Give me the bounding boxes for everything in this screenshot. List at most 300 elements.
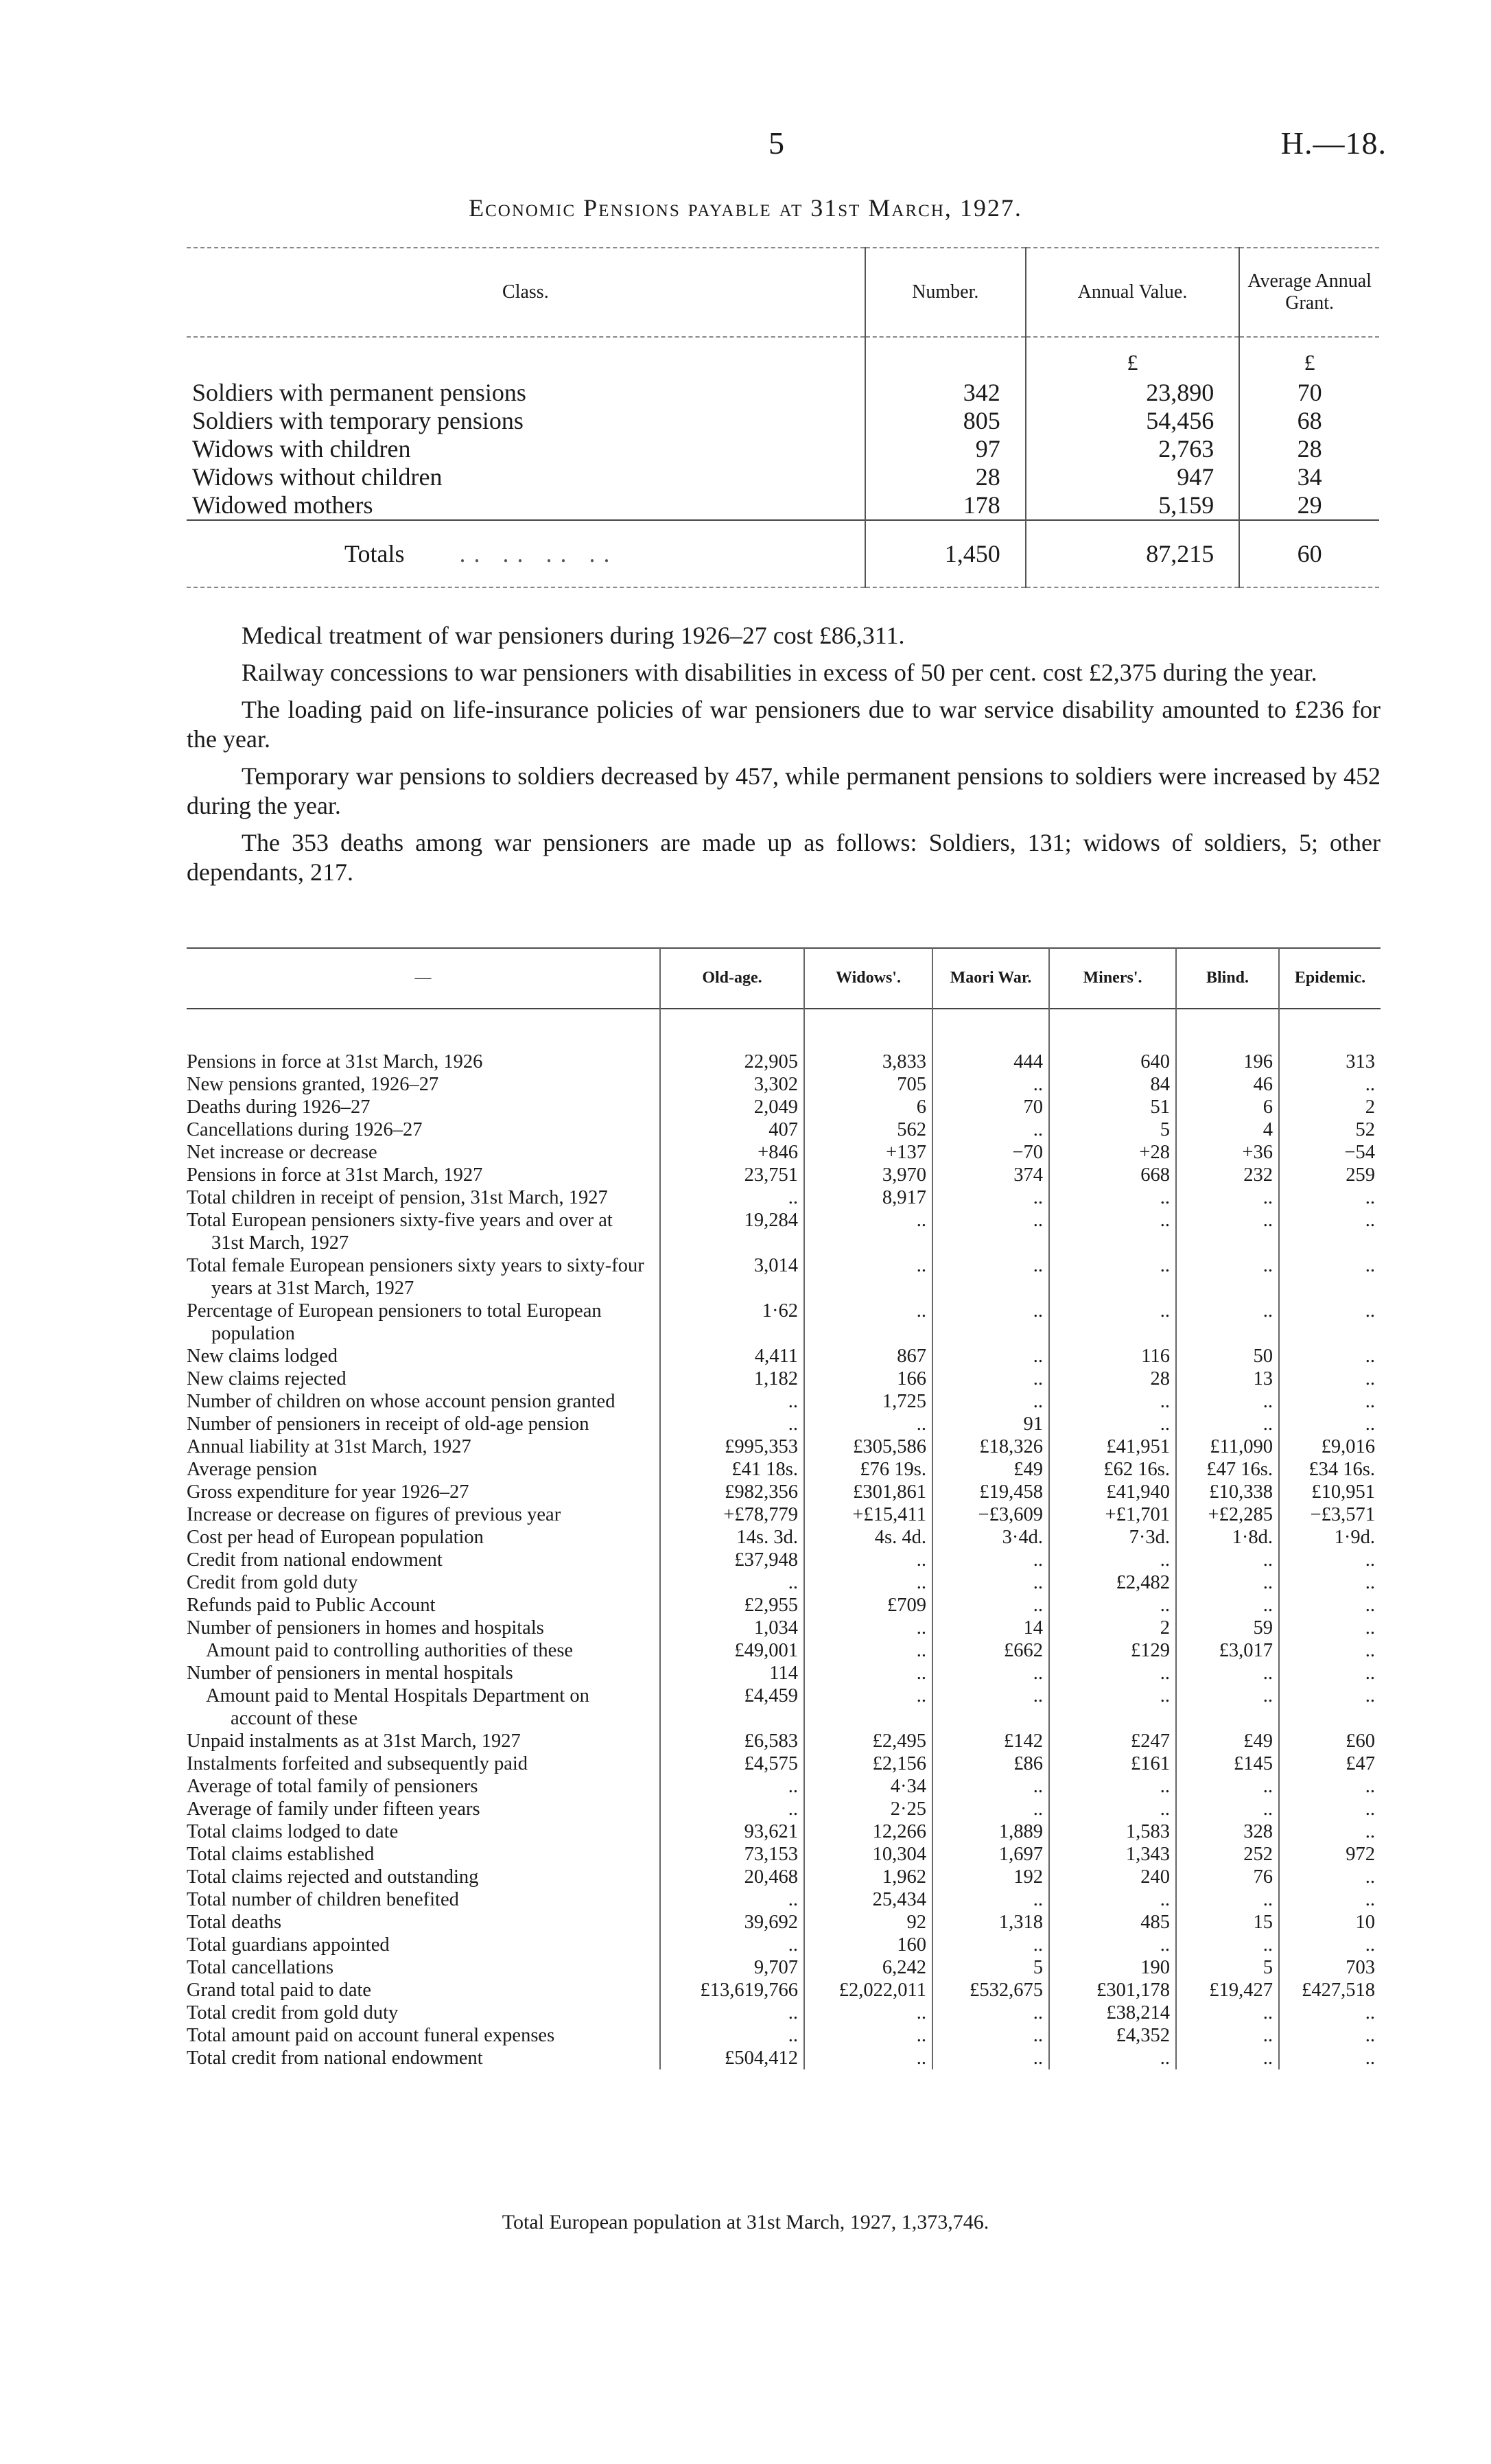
cell-value: .. <box>1049 1390 1176 1413</box>
cell-value: £532,675 <box>932 1979 1049 2002</box>
cell-value: £49 <box>1176 1730 1279 1752</box>
table-row <box>187 1866 1381 1888</box>
cell-value: 1,034 <box>660 1617 804 1639</box>
cell-value: −£3,609 <box>932 1503 1049 1526</box>
row-label: Total female European pensioners sixty years to sixty-four years at 31st March, 1927 <box>187 1254 644 1299</box>
cell-value: 59 <box>1176 1617 1279 1639</box>
totals-annual-value: 87,215 <box>1026 520 1240 587</box>
cell-value: .. <box>804 1571 932 1594</box>
cell-value: £301,861 <box>804 1481 932 1503</box>
table-row <box>187 1435 1381 1458</box>
row-label: Instalments forfeited and subsequently paid <box>187 1752 528 1774</box>
pensions-summary-table <box>187 947 1381 2069</box>
cell-value: £4,575 <box>660 1752 804 1775</box>
cell-value: £2,495 <box>804 1730 932 1752</box>
cell-value: 12,266 <box>804 1820 932 1843</box>
cell-value: −£3,571 <box>1279 1503 1381 1526</box>
cell-value: .. <box>1279 1775 1381 1798</box>
table-row <box>187 1798 1381 1820</box>
cell-value: £2,482 <box>1049 1571 1176 1594</box>
cell-value: .. <box>660 1413 804 1435</box>
cell-value: .. <box>1279 1073 1381 1096</box>
cell-value: .. <box>932 1888 1049 1911</box>
table-row <box>187 1934 1381 1956</box>
cell-number: 97 <box>865 435 1026 463</box>
cell-number: 178 <box>865 491 1026 520</box>
cell-value: £34 16s. <box>1279 1458 1381 1481</box>
cell-value: .. <box>660 1571 804 1594</box>
cell-value: .. <box>1049 1685 1176 1730</box>
cell-value: +28 <box>1049 1141 1176 1164</box>
cell-value: .. <box>932 1073 1049 1096</box>
cell-value: 444 <box>932 1051 1049 1073</box>
cell-value: £427,518 <box>1279 1979 1381 2002</box>
table-row <box>187 1730 1381 1752</box>
cell-value: 328 <box>1176 1820 1279 1843</box>
cell-value: £662 <box>932 1639 1049 1662</box>
cell-value: £504,412 <box>660 2047 804 2069</box>
cell-value: 10,304 <box>804 1843 932 1866</box>
table-row <box>187 1118 1381 1141</box>
cell-value: £4,459 <box>660 1685 804 1730</box>
table-row <box>187 1503 1381 1526</box>
cell-value: .. <box>660 2002 804 2024</box>
row-label: Total guardians appointed <box>187 1934 390 1956</box>
row-label: Cost per head of European population <box>187 1526 484 1548</box>
cell-value: .. <box>804 2047 932 2069</box>
paragraph: Temporary war pensions to soldiers decreased by 457, while permanent pensions to soldiers were increased by 452 during the year. <box>187 762 1381 819</box>
row-label: Average of total family of pensioners <box>187 1775 478 1797</box>
cell-value: .. <box>1176 2047 1279 2069</box>
row-label: Amount paid to Mental Hospitals Department on account of these <box>206 1685 589 1729</box>
cell-value: £709 <box>804 1594 932 1617</box>
cell-value: .. <box>1176 1775 1279 1798</box>
cell-value: 1,583 <box>1049 1820 1176 1843</box>
row-label: Amount paid to controlling authorities of these <box>206 1639 574 1661</box>
cell-value: .. <box>1279 2047 1381 2069</box>
table-row <box>187 2024 1381 2047</box>
cell-value: 703 <box>1279 1956 1381 1979</box>
cell-value: 2·25 <box>804 1798 932 1820</box>
spacer-row <box>187 1009 1381 1051</box>
cell-value: 3,833 <box>804 1051 932 1073</box>
cell-value: .. <box>1176 1888 1279 1911</box>
cell-value: .. <box>1279 1390 1381 1413</box>
cell-number: 342 <box>865 379 1026 407</box>
cell-value: £2,955 <box>660 1594 804 1617</box>
row-label: Total claims established <box>187 1843 375 1865</box>
cell-value: 14 <box>932 1617 1049 1639</box>
cell-annual-value: 2,763 <box>1026 435 1240 463</box>
cell-value: .. <box>660 1186 804 1209</box>
cell-value: £305,586 <box>804 1435 932 1458</box>
cell-value: 4·34 <box>804 1775 932 1798</box>
cell-average: 29 <box>1239 491 1379 520</box>
cell-number: 28 <box>865 463 1026 491</box>
cell-value: 240 <box>1049 1866 1176 1888</box>
cell-value: .. <box>1176 1186 1279 1209</box>
table-row <box>187 435 1379 463</box>
row-label: Unpaid instalments as at 31st March, 1927 <box>187 1730 521 1752</box>
cell-value: .. <box>1279 1617 1381 1639</box>
cell-value: £161 <box>1049 1752 1176 1775</box>
cell-value: .. <box>1176 2024 1279 2047</box>
cell-value: .. <box>660 2024 804 2047</box>
cell-value: 3,302 <box>660 1073 804 1096</box>
column-header-number: Number. <box>865 248 1026 337</box>
row-label: Average pension <box>187 1458 318 1480</box>
cell-value: +£78,779 <box>660 1503 804 1526</box>
cell-value: .. <box>932 1209 1049 1254</box>
table-header-row <box>187 948 1381 1009</box>
cell-value: 3·4d. <box>932 1526 1049 1549</box>
cell-value: .. <box>932 1368 1049 1390</box>
cell-value: .. <box>1176 1934 1279 1956</box>
cell-value: 76 <box>1176 1866 1279 1888</box>
cell-value: 1,889 <box>932 1820 1049 1843</box>
row-label: Number of pensioners in homes and hospitals <box>187 1617 544 1639</box>
cell-value: £19,458 <box>932 1481 1049 1503</box>
cell-value: .. <box>1049 1186 1176 1209</box>
cell-value: .. <box>660 1390 804 1413</box>
cell-value: .. <box>804 1685 932 1730</box>
cell-label: Widows with children <box>192 435 411 462</box>
cell-value: .. <box>804 1549 932 1571</box>
cell-value: £2,156 <box>804 1752 932 1775</box>
cell-value: 1,962 <box>804 1866 932 1888</box>
cell-value: +846 <box>660 1141 804 1164</box>
cell-annual-value: 5,159 <box>1026 491 1240 520</box>
table-row <box>187 379 1379 407</box>
cell-value: 313 <box>1279 1051 1381 1073</box>
cell-value: £13,619,766 <box>660 1979 804 2002</box>
cell-value: £76 19s. <box>804 1458 932 1481</box>
row-label: Total claims rejected and outstanding <box>187 1866 479 1888</box>
row-label: Number of pensioners in receipt of old-age pension <box>187 1413 589 1435</box>
column-header-average-grant: Average Annual Grant. <box>1239 248 1379 337</box>
table-row <box>187 1843 1381 1866</box>
cell-value: .. <box>1279 1662 1381 1685</box>
cell-value: .. <box>1279 1549 1381 1571</box>
page-number: 5 <box>768 126 784 161</box>
cell-value: £247 <box>1049 1730 1176 1752</box>
cell-value: .. <box>1176 1549 1279 1571</box>
unit-average-grant: £ <box>1239 337 1379 379</box>
cell-value: £995,353 <box>660 1435 804 1458</box>
cell-value: 9,707 <box>660 1956 804 1979</box>
totals-number: 1,450 <box>865 520 1026 587</box>
cell-value: .. <box>1049 1934 1176 1956</box>
cell-label: Soldiers with permanent pensions <box>192 379 526 406</box>
cell-value: £41 18s. <box>660 1458 804 1481</box>
cell-value: .. <box>1176 1390 1279 1413</box>
row-label: Cancellations during 1926–27 <box>187 1118 423 1140</box>
cell-average: 70 <box>1239 379 1379 407</box>
cell-value: .. <box>1049 1300 1176 1345</box>
cell-value: 5 <box>1049 1118 1176 1141</box>
cell-value: .. <box>1049 1413 1176 1435</box>
cell-value: 2 <box>1049 1617 1176 1639</box>
cell-value: .. <box>932 1662 1049 1685</box>
cell-value: 160 <box>804 1934 932 1956</box>
row-label: Total cancellations <box>187 1956 334 1978</box>
cell-value: 668 <box>1049 1164 1176 1186</box>
cell-value: £6,583 <box>660 1730 804 1752</box>
cell-value: 232 <box>1176 1164 1279 1186</box>
table-row <box>187 1141 1381 1164</box>
cell-value: .. <box>932 1934 1049 1956</box>
cell-value: .. <box>1279 1798 1381 1820</box>
row-label: Refunds paid to Public Account <box>187 1594 436 1616</box>
cell-value: .. <box>932 1300 1049 1345</box>
cell-value: .. <box>1279 1594 1381 1617</box>
cell-value: .. <box>1279 1685 1381 1730</box>
totals-label: Totals <box>344 540 405 567</box>
cell-value: .. <box>1279 1820 1381 1843</box>
cell-value: 5 <box>1176 1956 1279 1979</box>
cell-value: 1,697 <box>932 1843 1049 1866</box>
cell-value: £49,001 <box>660 1639 804 1662</box>
cell-value: 640 <box>1049 1051 1176 1073</box>
cell-value: 166 <box>804 1368 932 1390</box>
cell-value: +£15,411 <box>804 1503 932 1526</box>
table-row <box>187 1300 1381 1345</box>
table-row <box>187 407 1379 435</box>
cell-value: 2,049 <box>660 1096 804 1118</box>
cell-value: .. <box>932 1571 1049 1594</box>
cell-value: .. <box>1049 1798 1176 1820</box>
table-row <box>187 1481 1381 1503</box>
cell-value: £62 16s. <box>1049 1458 1176 1481</box>
row-label: Number of children on whose account pension granted <box>187 1390 615 1412</box>
units-row <box>187 337 1379 379</box>
cell-value: 190 <box>1049 1956 1176 1979</box>
unit-annual-value: £ <box>1026 337 1240 379</box>
cell-value: .. <box>1049 2047 1176 2069</box>
cell-value: 6 <box>1176 1096 1279 1118</box>
table-row <box>187 1526 1381 1549</box>
totals-average: 60 <box>1239 520 1379 587</box>
column-header-miners: Miners'. <box>1049 948 1176 1009</box>
cell-value: 6,242 <box>804 1956 932 1979</box>
table-row <box>187 1368 1381 1390</box>
cell-value: .. <box>932 1345 1049 1368</box>
table-row <box>187 1956 1381 1979</box>
paragraph: The 353 deaths among war pensioners are made up as follows: Soldiers, 131; widows of soldiers, 5; other dependants, 217. <box>187 829 1381 886</box>
cell-value: 10 <box>1279 1911 1381 1934</box>
cell-value: 13 <box>1176 1368 1279 1390</box>
cell-value: .. <box>1176 1662 1279 1685</box>
cell-value: 8,917 <box>804 1186 932 1209</box>
document-reference: H.—18. <box>1280 126 1387 161</box>
cell-value: .. <box>932 2047 1049 2069</box>
column-header-maori-war: Maori War. <box>932 948 1049 1009</box>
cell-value: +36 <box>1176 1141 1279 1164</box>
column-header-epidemic: Epidemic. <box>1279 948 1381 1009</box>
cell-value: .. <box>1279 1888 1381 1911</box>
cell-value: 91 <box>932 1413 1049 1435</box>
cell-value: 50 <box>1176 1345 1279 1368</box>
cell-value: .. <box>1279 2024 1381 2047</box>
cell-value: 4 <box>1176 1118 1279 1141</box>
cell-value: .. <box>660 1798 804 1820</box>
cell-value: £41,940 <box>1049 1481 1176 1503</box>
cell-value: .. <box>1279 1345 1381 1368</box>
cell-value: 972 <box>1279 1843 1381 1866</box>
cell-value: £129 <box>1049 1639 1176 1662</box>
cell-value: .. <box>1049 1254 1176 1300</box>
cell-value: £19,427 <box>1176 1979 1279 2002</box>
row-label: New pensions granted, 1926–27 <box>187 1073 439 1095</box>
row-label: Percentage of European pensioners to total European population <box>187 1300 602 1344</box>
table-row <box>187 1594 1381 1617</box>
cell-value: .. <box>804 1413 932 1435</box>
cell-value: .. <box>1049 1549 1176 1571</box>
cell-value: .. <box>1279 1186 1381 1209</box>
table-row <box>187 1345 1381 1368</box>
row-label: Pensions in force at 31st March, 1927 <box>187 1164 483 1186</box>
cell-value: .. <box>1176 2002 1279 2024</box>
row-label: New claims lodged <box>187 1345 338 1367</box>
cell-value: .. <box>1176 1209 1279 1254</box>
cell-value: 1·9d. <box>1279 1526 1381 1549</box>
cell-value: £38,214 <box>1049 2002 1176 2024</box>
table-row <box>187 1096 1381 1118</box>
table-row <box>187 1413 1381 1435</box>
column-header-blank: — <box>414 969 432 987</box>
cell-value: £4,352 <box>1049 2024 1176 2047</box>
cell-value: 867 <box>804 1345 932 1368</box>
cell-value: 28 <box>1049 1368 1176 1390</box>
cell-value: 116 <box>1049 1345 1176 1368</box>
cell-value: 52 <box>1279 1118 1381 1141</box>
row-label: Deaths during 1926–27 <box>187 1096 371 1118</box>
row-label: Pensions in force at 31st March, 1926 <box>187 1051 483 1072</box>
cell-value: 3,970 <box>804 1164 932 1186</box>
cell-value: £86 <box>932 1752 1049 1775</box>
cell-value: .. <box>1176 1254 1279 1300</box>
row-label: Average of family under fifteen years <box>187 1798 480 1820</box>
column-header-blind: Blind. <box>1176 948 1279 1009</box>
cell-value: .. <box>932 1594 1049 1617</box>
table-row <box>187 1073 1381 1096</box>
cell-value: .. <box>804 1300 932 1345</box>
cell-value: £60 <box>1279 1730 1381 1752</box>
cell-value: .. <box>932 1390 1049 1413</box>
cell-average: 68 <box>1239 407 1379 435</box>
cell-value: 39,692 <box>660 1911 804 1934</box>
cell-number: 805 <box>865 407 1026 435</box>
cell-value: .. <box>660 1934 804 1956</box>
cell-value: £9,016 <box>1279 1435 1381 1458</box>
cell-value: 1,725 <box>804 1390 932 1413</box>
row-label: Increase or decrease on figures of previous year <box>187 1503 561 1525</box>
table-row <box>187 463 1379 491</box>
column-header-widows: Widows'. <box>804 948 932 1009</box>
table-row <box>187 1051 1381 1073</box>
column-header-old-age: Old-age. <box>660 948 804 1009</box>
cell-value: .. <box>804 1662 932 1685</box>
cell-value: 1·8d. <box>1176 1526 1279 1549</box>
cell-label: Soldiers with temporary pensions <box>192 407 524 434</box>
cell-value: 14s. 3d. <box>660 1526 804 1549</box>
cell-value: 6 <box>804 1096 932 1118</box>
cell-value: 22,905 <box>660 1051 804 1073</box>
cell-value: .. <box>1279 1639 1381 1662</box>
cell-value: 23,751 <box>660 1164 804 1186</box>
table-row <box>187 1458 1381 1481</box>
cell-value: .. <box>1049 1775 1176 1798</box>
cell-value: +137 <box>804 1141 932 1164</box>
economic-pensions-table <box>187 247 1379 588</box>
cell-value: +£1,701 <box>1049 1503 1176 1526</box>
cell-value: £41,951 <box>1049 1435 1176 1458</box>
cell-value: .. <box>660 1775 804 1798</box>
cell-label: Widows without children <box>192 463 443 491</box>
paragraph: Medical treatment of war pensioners during 1926–27 cost £86,311. <box>242 622 905 649</box>
cell-value: .. <box>932 1118 1049 1141</box>
cell-value: .. <box>932 1549 1049 1571</box>
cell-value: .. <box>1279 2002 1381 2024</box>
table-row <box>187 1639 1381 1662</box>
cell-value: £142 <box>932 1730 1049 1752</box>
table-row <box>187 1209 1381 1254</box>
cell-value: 705 <box>804 1073 932 1096</box>
cell-value: 374 <box>932 1164 1049 1186</box>
paragraph: The loading paid on life-insurance policies of war pensioners due to war service disability amounted to £236 for the year. <box>187 696 1381 753</box>
cell-value: 1,318 <box>932 1911 1049 1934</box>
row-label: Net increase or decrease <box>187 1141 377 1163</box>
table-row <box>187 491 1379 520</box>
column-header-annual-value: Annual Value. <box>1026 248 1240 337</box>
cell-value: .. <box>1279 1934 1381 1956</box>
cell-value: £10,951 <box>1279 1481 1381 1503</box>
cell-value: 562 <box>804 1118 932 1141</box>
cell-value: 73,153 <box>660 1843 804 1866</box>
table-row <box>187 1164 1381 1186</box>
cell-annual-value: 23,890 <box>1026 379 1240 407</box>
table-row <box>187 1390 1381 1413</box>
cell-value: .. <box>932 1254 1049 1300</box>
cell-value: £982,356 <box>660 1481 804 1503</box>
cell-value: 7·3d. <box>1049 1526 1176 1549</box>
cell-value: .. <box>1049 1209 1176 1254</box>
cell-value: .. <box>804 1254 932 1300</box>
column-header-class: Class. <box>502 281 549 303</box>
cell-value: 15 <box>1176 1911 1279 1934</box>
cell-value: .. <box>804 2002 932 2024</box>
cell-value: .. <box>932 1186 1049 1209</box>
cell-average: 34 <box>1239 463 1379 491</box>
cell-value: 92 <box>804 1911 932 1934</box>
cell-annual-value: 54,456 <box>1026 407 1240 435</box>
cell-value: 3,014 <box>660 1254 804 1300</box>
cell-value: 4s. 4d. <box>804 1526 932 1549</box>
cell-value: 192 <box>932 1866 1049 1888</box>
table-header-row <box>187 248 1379 337</box>
cell-value: .. <box>1279 1254 1381 1300</box>
cell-value: .. <box>1049 1888 1176 1911</box>
row-label: Total children in receipt of pension, 31st March, 1927 <box>187 1186 608 1208</box>
row-label: New claims rejected <box>187 1368 347 1389</box>
cell-value: £37,948 <box>660 1549 804 1571</box>
cell-value: 485 <box>1049 1911 1176 1934</box>
row-label: Grand total paid to date <box>187 1979 372 2001</box>
row-label: Annual liability at 31st March, 1927 <box>187 1435 471 1457</box>
cell-value: £10,338 <box>1176 1481 1279 1503</box>
cell-value: −54 <box>1279 1141 1381 1164</box>
cell-value: 4,411 <box>660 1345 804 1368</box>
